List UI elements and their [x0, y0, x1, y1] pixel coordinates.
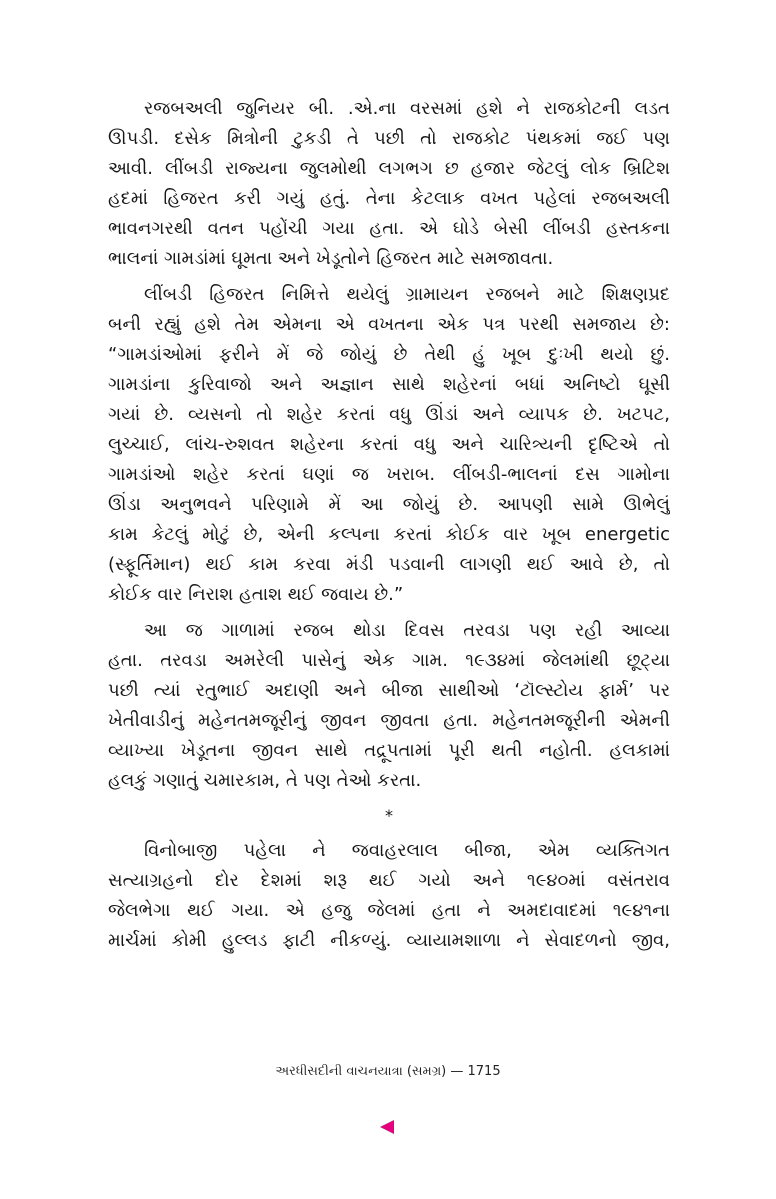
paragraph-2 — [108, 280, 670, 610]
text-line: હદમાં હિજરત કરી ગયું હતું. તેના કેટલાક વખત પહેલાં રજબઅલી — [108, 188, 670, 209]
text-line: “ગામડાંઓમાં ફરીને મેં જે જોયું છે તેથી હું ખૂબ દુઃખી થયો છું. — [108, 344, 670, 365]
page-footer: અરધીસદીની વાચનયાત્રા (સમગ્ર) — 1715 — [275, 1064, 501, 1079]
text-line: લુચ્ચાઈ, લાંચ-રુશવત શહેરના કરતાં વધુ અને ચારિત્ર્યની દૃષ્ટિએ તો — [108, 434, 670, 455]
paragraph-3 — [108, 616, 670, 796]
text-line: હતા. તરવડા અમરેલી પાસેનું એક ગામ. ૧૯૩૪માં જેલમાંથી છૂટ્યા — [108, 650, 670, 671]
text-line: જેલભેગા થઈ ગયા. એ હજુ જેલમાં હતા ને અમદાવાદમાં ૧૯૪૧ના — [108, 900, 670, 921]
text-line: (સ્ફૂર્તિમાન) થઈ કામ કરવા મંડી પડવાની લાગણી થઈ આવે છે, તો — [108, 554, 670, 575]
text-line: સત્યાગ્રહનો દોર દેશમાં શરૂ થઈ ગયો અને ૧૯૪૦માં વસંતરાવ — [108, 870, 670, 891]
text-line: પછી ત્યાં રતુભાઈ અદાણી અને બીજા સાથીઓ ‘ટૉલ્સ્ટોય ફાર્મ’ પર — [108, 680, 670, 701]
page-body — [108, 94, 670, 956]
text-line: બની રહ્યું હશે તેમ એમના એ વખતના એક પત્ર પરથી સમજાય છે: — [108, 314, 670, 335]
section-separator: * — [385, 806, 393, 825]
text-line: ગામડાંના કુરિવાજો અને અજ્ઞાન સાથે શહેરનાં બધાં અનિષ્ટો ઘૂસી — [108, 374, 670, 395]
text-line: ઊપડી. દસેક મિત્રોની ટુકડી તે પછી તો રાજકોટ પંથકમાં જઈ પણ — [108, 128, 670, 149]
text-line: વિનોબાજી પહેલા ને જવાહરલાલ બીજા, એમ વ્યક્તિગત — [144, 840, 670, 861]
left-triangle-icon[interactable] — [380, 1120, 394, 1134]
text-line: લીંબડી હિજરત નિમિત્તે થયેલું ગ્રામાયન રજબને માટે શિક્ષણપ્રદ — [144, 284, 670, 305]
text-line: આવી. લીંબડી રાજ્યના જુલમોથી લગભગ છ હજાર જેટલું લોક બ્રિટિશ — [108, 158, 670, 179]
text-line: આ જ ગાળામાં રજબ થોડા દિવસ તરવડા પણ રહી આવ્યા — [144, 620, 670, 641]
text-line: ગયાં છે. વ્યસનો તો શહેર કરતાં વધુ ઊંડાં અને વ્યાપક છે. ખટપટ, — [108, 404, 670, 425]
text-line: ભાવનગરથી વતન પહોંચી ગયા હતા. એ ઘોડે બેસી લીંબડી હસ્તકના — [108, 218, 670, 239]
text-line: માર્ચમાં કોમી હુલ્લડ ફાટી નીકળ્યું. વ્યાયામશાળા ને સેવાદળનો જીવ, — [108, 930, 670, 951]
paragraph-4 — [108, 836, 670, 956]
text-line: ખેતીવાડીનું મહેનતમજૂરીનું જીવન જીવતા હતા. મહેનતમજૂરીની એમની — [108, 710, 670, 731]
text-line: કોઈક વાર નિરાશ હતાશ થઈ જવાય છે.” — [108, 584, 404, 605]
text-line: કામ કેટલું મોટું છે, એની કલ્પના કરતાં કોઈક વાર ખૂબ energetic — [108, 524, 670, 545]
text-line: વ્યાખ્યા ખેડૂતના જીવન સાથે તદ્રૂપતામાં પૂરી થતી નહોતી. હલકામાં — [108, 740, 670, 761]
text-line: ભાલનાં ગામડાંમાં ઘૂમતા અને ખેડૂતોને હિજરત માટે સમજાવતા. — [108, 248, 554, 269]
text-line: હલકું ગણાતું ચમારકામ, તે પણ તેઓ કરતા. — [108, 770, 422, 791]
text-line: રજબઅલી જુનિયર બી. .એ.ના વરસમાં હશે ને રાજકોટની લડત — [144, 98, 670, 119]
text-line: ગામડાંઓ શહેર કરતાં ઘણાં જ ખરાબ. લીંબડી-ભાલનાં દસ ગામોના — [108, 464, 670, 485]
paragraph-1 — [108, 94, 670, 274]
text-line: ઊંડા અનુભવને પરિણામે મેં આ જોયું છે. આપણી સામે ઊભેલું — [108, 494, 670, 515]
